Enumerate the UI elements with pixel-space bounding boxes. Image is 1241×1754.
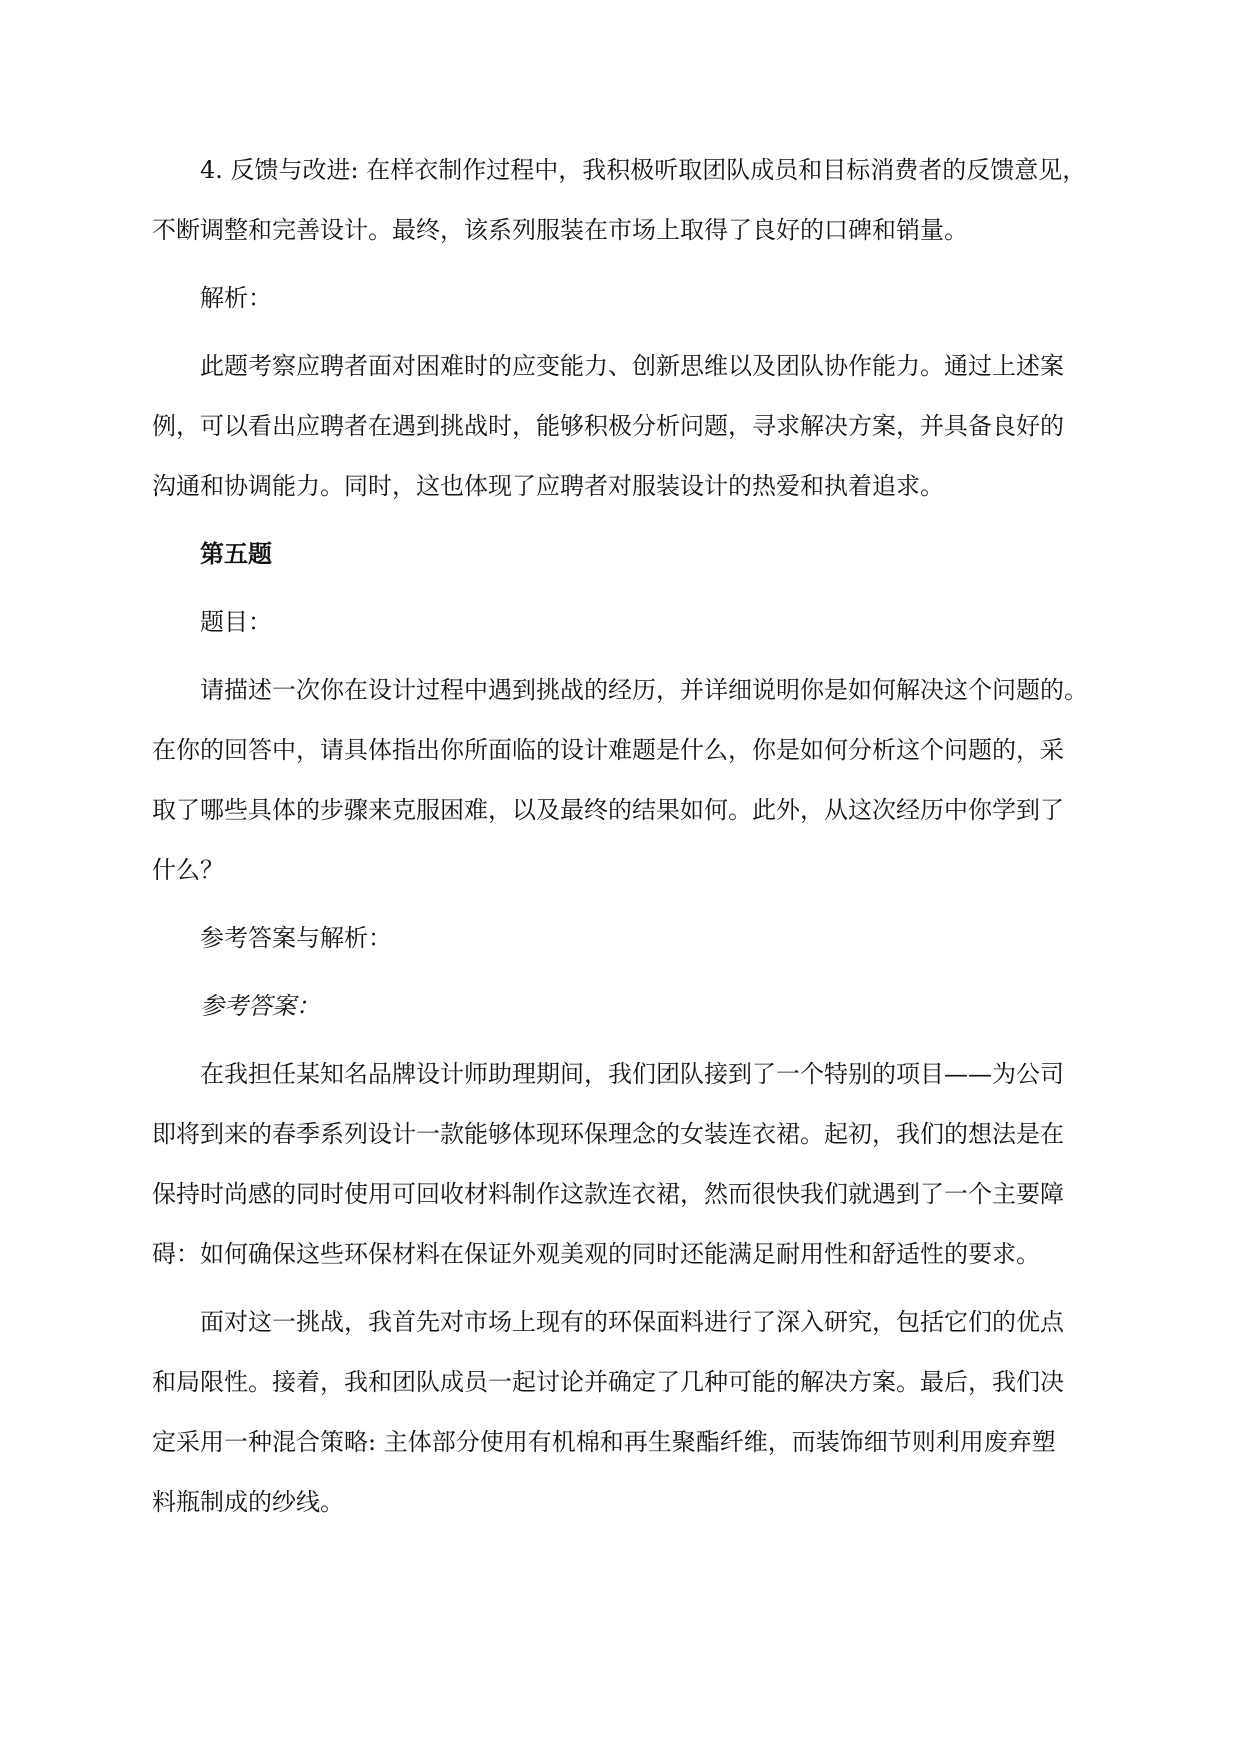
reference-answer-label	[200, 976, 1090, 1036]
text-line: 面对这一挑战，我首先对市场上现有的环保面料进行了深入研究，包括它们的优点	[200, 1308, 1064, 1336]
text-line: 即将到来的春季系列设计一款能够体现环保理念的女装连衣裙。起初，我们的想法是在	[152, 1120, 1064, 1148]
text-line: 和局限性。接着，我和团队成员一起讨论并确定了几种可能的解决方案。最后，我们决	[152, 1368, 1064, 1396]
text-line: 料瓶制成的纱线。	[152, 1488, 344, 1516]
analysis-label	[200, 268, 1090, 328]
section-title: 第五题	[200, 540, 272, 568]
feedback-paragraph	[152, 140, 1090, 260]
text-line: 什么？	[152, 856, 224, 884]
text-line: 沟通和协调能力。同时，这也体现了应聘者对服装设计的热爱和执着追求。	[152, 472, 944, 500]
text-line: 保持时尚感的同时使用可回收材料制作这款连衣裙，然而很快我们就遇到了一个主要障	[152, 1180, 1064, 1208]
text-line: 题目：	[200, 608, 272, 636]
text-line: 取了哪些具体的步骤来克服困难，以及最终的结果如何。此外，从这次经历中你学到了	[152, 796, 1064, 824]
text-line: 碍：如何确保这些环保材料在保证外观美观的同时还能满足耐用性和舒适性的要求。	[152, 1240, 1040, 1268]
text-line: 参考答案与解析：	[200, 924, 392, 952]
section-heading	[200, 524, 1090, 584]
text-line: 不断调整和完善设计。最终，该系列服装在市场上取得了良好的口碑和销量。	[152, 216, 968, 244]
text-line: 在我担任某知名品牌设计师助理期间，我们团队接到了一个特别的项目——为公司	[200, 1060, 1064, 1088]
answer-paragraph-2	[152, 1292, 1090, 1532]
question-paragraph	[152, 660, 1090, 900]
text-line: 请描述一次你在设计过程中遇到挑战的经历，并详细说明你是如何解决这个问题的。	[200, 676, 1088, 704]
text-line: 4. 反馈与改进: 在样衣制作过程中，我积极听取团队成员和目标消费者的反馈意见，	[200, 156, 1087, 184]
text-line: 参考答案：	[200, 992, 320, 1020]
document-page	[152, 140, 1090, 1540]
text-line: 在你的回答中，请具体指出你所面临的设计难题是什么，你是如何分析这个问题的，采	[152, 736, 1064, 764]
question-label	[200, 592, 1090, 652]
text-line: 定采用一种混合策略: 主体部分使用有机棉和再生聚酯纤维，而装饰细节则利用废弃塑	[152, 1428, 1056, 1456]
analysis-paragraph	[152, 336, 1090, 516]
answer-analysis-label	[200, 908, 1090, 968]
answer-paragraph-1	[152, 1044, 1090, 1284]
text-line: 此题考察应聘者面对困难时的应变能力、创新思维以及团队协作能力。通过上述案	[200, 352, 1064, 380]
text-line: 解析：	[200, 284, 272, 312]
text-line: 例，可以看出应聘者在遇到挑战时，能够积极分析问题，寻求解决方案，并具备良好的	[152, 412, 1064, 440]
